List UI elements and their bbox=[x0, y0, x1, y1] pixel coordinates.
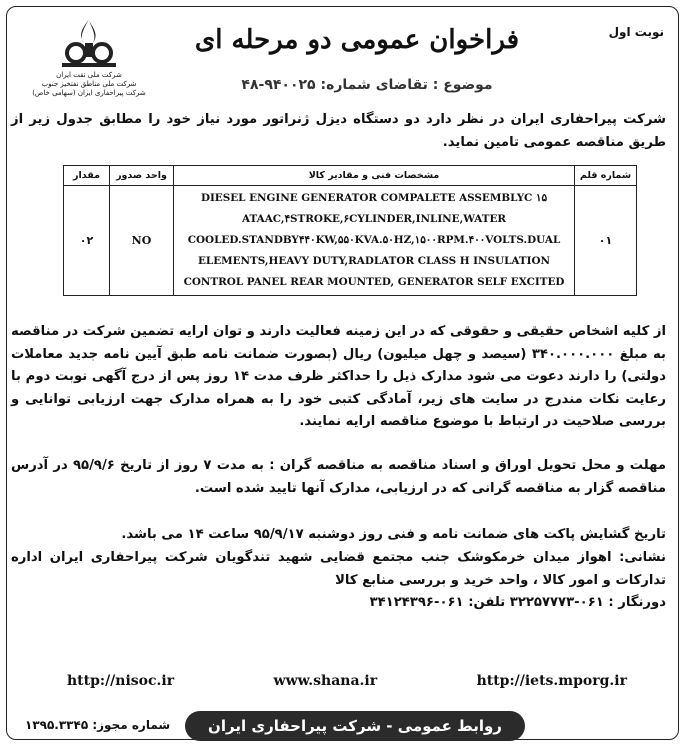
website-links bbox=[67, 673, 627, 689]
public-relations-banner: روابط عمومی - شرکت پیراحفاری ایران bbox=[185, 711, 525, 741]
url-link[interactable]: http://iets.mporg.ir bbox=[476, 673, 627, 689]
eligibility-paragraph: از کلیه اشخاص حقیقی و حقوقی که در این زمینه فعالیت دارند و توان ارایه تضمین شرکت در مناقصه به مبلغ ۳۴۰.۰۰۰.۰۰۰ (سیصد و چهل میلیون) ریال (بصورت ضمانت نامه طبق آیین نامه جدید معاملات دولتی) را دارند دعوت می شود مدارک ذیل را حداکثر ظرف مدت ۱۴ روز پس از درج آگهی نوبت دوم با رعایت نکات مندرج در سایت های زیر، آمادگی کتبی خود را به همراه مدارک جهت ارزیابی توانایی و بررسی صلاحیت در ارتباط با موضوع مناقصه ارایه نمایند. bbox=[11, 324, 667, 429]
opening-date-paragraph: تاریخ گشایش پاکت های ضمانت نامه و فنی روز دوشنبه ۹۵/۹/۱۷ ساعت ۱۴ می باشد. bbox=[121, 527, 666, 542]
table-row bbox=[64, 186, 637, 296]
cell-row-no: ۰۱ bbox=[575, 186, 637, 296]
announcement-frame bbox=[6, 6, 679, 740]
header-spec: مشخصات فنی و مقادیر کالا bbox=[174, 166, 575, 186]
edition-label: نوبت اول bbox=[608, 25, 664, 39]
license-number: شماره مجوز: ۱۳۹۵.۳۳۴۵ bbox=[25, 718, 171, 732]
url-link[interactable]: http://nisoc.ir bbox=[67, 673, 175, 689]
logo bbox=[29, 17, 149, 98]
url-link[interactable]: www.shana.ir bbox=[273, 673, 378, 689]
nioc-flame-logo-icon bbox=[54, 17, 124, 69]
address-paragraph bbox=[11, 547, 666, 615]
header-unit: واحد صدور bbox=[110, 166, 174, 186]
cell-qty: ۰۲ bbox=[64, 186, 110, 296]
intro-paragraph: شرکت پیراحفاری ایران در نظر دارد دو دستگاه دیزل ژنراتور مورد نیاز خود را مطابق جدول زیر از طریق مناقصه عمومی تامین نماید. bbox=[11, 112, 666, 150]
logo-line: شرکت ملی مناطق نفتخیز جنوب bbox=[41, 80, 137, 88]
address-text: نشانی: اهواز میدان خرمکوشک جنب مجتمع قضایی شهید تندگویان شرکت پیراحفاری ایران اداره تدارکات و امور کالا ، واحد خرید و بررسی منابع کالا bbox=[11, 550, 666, 588]
deadline-paragraph: مهلت و محل تحویل اوراق و اسناد مناقصه به مناقصه گران : به مدت ۷ روز از تاریخ ۹۵/۹/۶ در آدرس مناقصه گزار به مناقصه گرانی که در ارزیابی، مدارک آنها تایید شده است. bbox=[11, 458, 667, 496]
contact-numbers: دورنگار : ۰۶۱-۳۲۲۵۷۷۷۳ تلفن: ۰۶۱-۳۴۱۲۴۳۹۶ bbox=[369, 595, 666, 610]
header-row-no: شماره قلم bbox=[575, 166, 637, 186]
table-header-row bbox=[64, 166, 637, 186]
header-qty: مقدار bbox=[64, 166, 110, 186]
logo-line: شرکت پیراحفاری ایران (سهامی خاص) bbox=[32, 89, 146, 97]
page-title: فراخوان عمومی دو مرحله ای bbox=[194, 25, 520, 55]
cell-spec: DIESEL ENGINE GENERATOR COMPALETE ASSEMBLYC ۱۵ ATAAC,۴STROKE,۶CYLINDER,INLINE,WATER COOLED.STANDBY۴۴۰KW,۵۵۰KVA.۵۰HZ,۱۵۰۰RPM.۴۰۰VOLTS.DUAL ELEMENTS,HEAVY DUTY,RADLATOR CLASS H INSULATION CONTROL PANEL REAR MOUNTED, GENERATOR SELF EXCITED bbox=[174, 186, 575, 296]
items-table bbox=[63, 165, 637, 296]
subject-line: موضوع : تقاضای شماره: ۹۴۰۰۲۵-۴۸ bbox=[241, 77, 493, 93]
logo-line: شرکت ملی نفت ایران bbox=[56, 71, 122, 79]
cell-unit: NO bbox=[110, 186, 174, 296]
